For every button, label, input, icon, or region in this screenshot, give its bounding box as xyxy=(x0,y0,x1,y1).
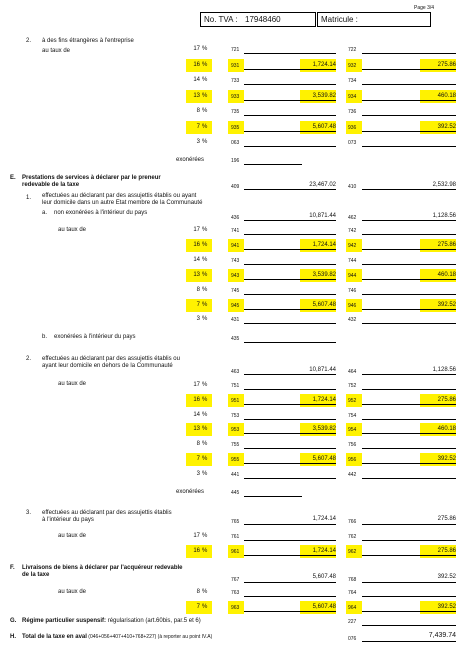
entry-line xyxy=(362,100,456,101)
box-code: 946 xyxy=(348,302,357,309)
percent-sign: % xyxy=(202,382,208,388)
percent-sign: % xyxy=(202,92,208,99)
taxable-amount: 1,724.14 xyxy=(312,396,336,403)
percent-sign: % xyxy=(202,139,208,145)
section-letter: G. xyxy=(10,618,17,624)
entry-line xyxy=(244,524,336,525)
box-code: 956 xyxy=(348,457,357,463)
box-code: 765 xyxy=(231,519,240,525)
amount-464: 1,128.56 xyxy=(432,367,456,373)
entry-line xyxy=(362,69,456,70)
percent-sign: % xyxy=(202,396,208,403)
section-f-title-2: de la taxe xyxy=(22,572,50,578)
box-code: 933 xyxy=(231,93,240,100)
box-code: 932 xyxy=(348,62,357,69)
entry-line xyxy=(244,69,336,70)
entry-line xyxy=(244,100,336,101)
matricule-box xyxy=(317,12,431,27)
tax-amount: 460.18 xyxy=(437,271,456,278)
tva-value: 17948460 xyxy=(245,15,281,24)
entry-line xyxy=(244,496,302,497)
rate-percent: 3 xyxy=(196,470,200,477)
rate-percent: 7 xyxy=(196,456,200,462)
box-code: 442 xyxy=(348,471,357,478)
section-letter: H. xyxy=(10,634,16,640)
box-code: 741 xyxy=(231,228,240,234)
box-code: 931 xyxy=(231,62,240,69)
box-code: 767 xyxy=(231,577,240,583)
taxable-amount: 1,724.14 xyxy=(312,548,336,554)
entry-line xyxy=(362,611,456,612)
box-code: 076 xyxy=(348,636,357,642)
box-code: 227 xyxy=(348,619,357,625)
entry-line xyxy=(244,279,336,280)
box-code: 955 xyxy=(231,457,240,463)
box-code: 409 xyxy=(231,184,240,190)
rate-percent: 13 xyxy=(193,271,200,278)
rate-percent: 8 xyxy=(196,589,200,595)
section-h-detail: (046+056+407+410+768+227) (à reporter au point IV.A) xyxy=(86,634,213,640)
tax-amount: 275.86 xyxy=(437,548,456,554)
entry-line xyxy=(362,115,456,116)
box-code: 752 xyxy=(348,383,357,389)
rate-percent: 8 xyxy=(196,108,200,114)
entry-line xyxy=(244,433,336,434)
box-code: 951 xyxy=(231,397,240,404)
entry-line xyxy=(362,53,456,54)
amount-436: 10,871.44 xyxy=(309,213,336,219)
entry-line xyxy=(362,596,456,597)
rate-label: au taux de xyxy=(42,48,71,54)
taxable-amount: 1,724.14 xyxy=(312,61,336,68)
percent-sign: % xyxy=(202,256,208,263)
section-g-detail: régularisation (art.60bis, par.5 et 6) xyxy=(106,618,201,624)
item-1-desc-1: effectuées au déclarant par des assujettis établis ou ayant xyxy=(42,193,197,199)
percent-sign: % xyxy=(202,46,208,52)
tax-amount: 275.86 xyxy=(437,61,456,68)
box-code: 746 xyxy=(348,287,357,294)
entry-line xyxy=(362,249,456,250)
box-code: 722 xyxy=(348,47,357,53)
box-code: 764 xyxy=(348,590,357,596)
box-code: 410 xyxy=(348,184,357,190)
rate-percent: 3 xyxy=(196,139,200,145)
section-e-title-1: Prestations de services à déclarer par le preneur xyxy=(22,175,161,181)
entry-line xyxy=(244,419,336,420)
entry-line xyxy=(362,582,456,583)
sub-b-text: exonérées à l'intérieur du pays xyxy=(54,334,136,340)
percent-sign: % xyxy=(202,548,208,554)
percent-sign: % xyxy=(202,533,208,539)
sub-letter: b. xyxy=(42,334,48,340)
entry-line xyxy=(244,264,336,265)
percent-sign: % xyxy=(202,286,208,293)
rate-percent: 8 xyxy=(196,286,200,293)
rate-percent: 7 xyxy=(196,301,200,308)
box-code: 942 xyxy=(348,242,357,249)
percent-sign: % xyxy=(202,411,208,418)
tax-amount: 460.18 xyxy=(437,426,456,433)
box-code: 934 xyxy=(348,93,357,100)
entry-line xyxy=(362,264,456,265)
entry-line xyxy=(362,389,456,390)
entry-line xyxy=(362,540,456,541)
box-code: 073 xyxy=(348,140,357,146)
amount-462: 1,128.56 xyxy=(432,213,456,219)
rate-percent: 16 xyxy=(193,548,200,554)
section-letter: F. xyxy=(10,565,15,571)
box-code: 964 xyxy=(348,605,357,611)
section-number: 2. xyxy=(26,38,32,44)
box-code: 063 xyxy=(231,140,240,146)
entry-line xyxy=(244,596,336,597)
tax-amount: 460.18 xyxy=(437,92,456,99)
box-code: 736 xyxy=(348,109,357,115)
percent-sign: % xyxy=(202,456,208,462)
box-code: 721 xyxy=(231,47,240,53)
box-code: 743 xyxy=(231,257,240,264)
entry-line xyxy=(244,189,336,190)
percent-sign: % xyxy=(202,316,208,323)
entry-line xyxy=(244,164,302,165)
entry-line xyxy=(362,524,456,525)
tax-amount: 392.52 xyxy=(437,123,456,130)
box-code: 754 xyxy=(348,412,357,419)
item-3-desc-1: effectuées au déclarant par des assujettis établis xyxy=(42,510,172,516)
entry-line xyxy=(362,279,456,280)
box-code: 435 xyxy=(231,336,240,342)
exonerated-label: exonérées xyxy=(176,489,205,495)
box-code: 936 xyxy=(348,124,357,131)
entry-line xyxy=(244,540,336,541)
box-code: 745 xyxy=(231,287,240,294)
entry-line xyxy=(362,294,456,295)
tva-label: No. TVA : xyxy=(204,15,238,24)
matricule-label: Matricule : xyxy=(321,15,358,24)
section-f-title-1: Livraisons de biens à déclarer par l'acquéreur redevable xyxy=(22,565,183,571)
entry-line xyxy=(244,220,336,221)
percent-sign: % xyxy=(202,61,208,68)
entry-line xyxy=(362,433,456,434)
rate-label: au taux de xyxy=(58,533,87,539)
rate-percent: 17 xyxy=(193,382,200,388)
percent-sign: % xyxy=(202,227,208,233)
entry-line xyxy=(244,478,336,479)
rate-percent: 14 xyxy=(193,77,200,83)
entry-line xyxy=(244,294,336,295)
entry-line xyxy=(362,189,456,190)
taxable-amount: 3,539.82 xyxy=(312,271,336,278)
box-code: 763 xyxy=(231,590,240,596)
rate-percent: 3 xyxy=(196,316,200,323)
page-number: Page 3/4 xyxy=(414,5,435,11)
entry-line xyxy=(362,404,456,405)
tva-number-box xyxy=(200,12,316,27)
taxable-amount: 1,724.14 xyxy=(312,241,336,248)
box-code: 762 xyxy=(348,534,357,540)
section-g-title: Régime particulier suspensif: xyxy=(22,618,107,624)
section-letter: E. xyxy=(10,175,16,181)
taxable-amount: 3,539.82 xyxy=(312,426,336,433)
box-code: 943 xyxy=(231,272,240,279)
taxable-amount: 5,607.48 xyxy=(312,456,336,462)
rate-percent: 16 xyxy=(193,61,200,68)
box-code: 441 xyxy=(231,471,240,478)
box-code: 963 xyxy=(231,605,240,611)
sub-a-text: non exonérées à l'intérieur du pays xyxy=(54,210,148,216)
item-number: 2. xyxy=(26,356,32,362)
entry-line xyxy=(362,419,456,420)
box-code: 944 xyxy=(348,272,357,279)
amount-767: 5,607.48 xyxy=(312,574,336,580)
rate-label: au taux de xyxy=(58,381,87,387)
entry-line xyxy=(362,463,456,464)
rate-percent: 16 xyxy=(193,396,200,403)
box-code: 753 xyxy=(231,412,240,419)
entry-line xyxy=(244,53,336,54)
tax-amount: 392.52 xyxy=(437,301,456,308)
percent-sign: % xyxy=(202,77,208,83)
box-code: 196 xyxy=(231,158,240,164)
entry-line xyxy=(362,220,456,221)
total-tax-amount: 7,439.74 xyxy=(428,632,456,639)
box-code: 463 xyxy=(231,369,240,375)
rate-percent: 14 xyxy=(193,411,200,418)
section-2-title: à des fins étrangères à l'entreprise xyxy=(42,38,134,44)
box-code: 431 xyxy=(231,317,240,324)
entry-line xyxy=(244,309,336,310)
entry-line xyxy=(362,555,456,556)
rate-percent: 8 xyxy=(196,441,200,448)
rate-percent: 14 xyxy=(193,256,200,263)
box-code: 735 xyxy=(231,109,240,115)
box-code: 945 xyxy=(231,302,240,309)
rate-label: au taux de xyxy=(58,227,87,233)
entry-line xyxy=(362,146,456,147)
rate-percent: 16 xyxy=(193,241,200,248)
box-code: 768 xyxy=(348,577,357,583)
section-g-text xyxy=(22,618,201,625)
entry-line xyxy=(244,115,336,116)
rate-percent: 13 xyxy=(193,426,200,433)
amount-409: 23,467.02 xyxy=(309,182,336,188)
box-code: 734 xyxy=(348,78,357,84)
entry-line xyxy=(362,448,456,449)
box-code: 744 xyxy=(348,257,357,264)
amount-410: 2,532.98 xyxy=(432,182,456,188)
entry-line xyxy=(244,323,336,324)
box-code: 761 xyxy=(231,534,240,540)
box-code: 953 xyxy=(231,427,240,434)
percent-sign: % xyxy=(202,271,208,278)
percent-sign: % xyxy=(202,108,208,114)
box-code: 464 xyxy=(348,369,357,375)
percent-sign: % xyxy=(202,241,208,248)
percent-sign: % xyxy=(202,604,208,610)
entry-line xyxy=(244,374,336,375)
box-code: 962 xyxy=(348,549,357,555)
percent-sign: % xyxy=(202,441,208,448)
item-1-desc-2: leur domicile dans un autre Etat membre de la Communauté xyxy=(42,200,203,206)
rate-percent: 13 xyxy=(193,92,200,99)
percent-sign: % xyxy=(202,470,208,477)
entry-line xyxy=(244,555,336,556)
rate-percent: 17 xyxy=(193,227,200,233)
entry-line xyxy=(362,641,456,642)
rate-percent: 17 xyxy=(193,533,200,539)
box-code: 742 xyxy=(348,228,357,234)
box-code: 432 xyxy=(348,317,357,324)
percent-sign: % xyxy=(202,426,208,433)
entry-line xyxy=(244,342,336,343)
entry-line xyxy=(244,448,336,449)
amount-768: 392.52 xyxy=(437,574,456,580)
box-code: 961 xyxy=(231,549,240,555)
entry-line xyxy=(362,234,456,235)
taxable-amount: 5,607.48 xyxy=(312,123,336,130)
percent-sign: % xyxy=(202,123,208,130)
box-code: 462 xyxy=(348,215,357,221)
taxable-amount: 3,539.82 xyxy=(312,92,336,99)
tax-amount: 392.52 xyxy=(437,604,456,610)
box-code: 751 xyxy=(231,383,240,389)
entry-line xyxy=(244,404,336,405)
box-code: 954 xyxy=(348,427,357,434)
box-code: 756 xyxy=(348,442,357,449)
rate-percent: 7 xyxy=(196,604,200,610)
entry-line xyxy=(362,323,456,324)
tax-amount: 275.86 xyxy=(437,396,456,403)
box-code: 935 xyxy=(231,124,240,131)
box-code: 755 xyxy=(231,442,240,449)
entry-line xyxy=(244,146,336,147)
entry-line xyxy=(362,84,456,85)
box-code: 445 xyxy=(231,490,240,496)
box-code: 436 xyxy=(231,215,240,221)
rate-percent: 17 xyxy=(193,46,200,52)
entry-line xyxy=(244,234,336,235)
section-h-title: Total de la taxe en aval xyxy=(22,634,87,640)
item-2-desc-1: effectuées au déclarant par des assujettis établis ou xyxy=(42,356,180,362)
taxable-amount: 5,607.48 xyxy=(312,604,336,610)
box-code: 941 xyxy=(231,242,240,249)
sub-letter: a. xyxy=(42,210,48,216)
entry-line xyxy=(362,131,456,132)
box-code: 952 xyxy=(348,397,357,404)
amount-765: 1,724.14 xyxy=(312,516,336,522)
tax-amount: 275.86 xyxy=(437,241,456,248)
item-number: 1. xyxy=(26,195,32,201)
item-number: 3. xyxy=(26,510,32,516)
entry-line xyxy=(244,582,336,583)
box-code: 766 xyxy=(348,519,357,525)
entry-line xyxy=(244,611,336,612)
item-2-desc-2: ayant leur domicile en dehors de la Communauté xyxy=(42,363,173,369)
entry-line xyxy=(244,389,336,390)
entry-line xyxy=(362,625,456,626)
rate-percent: 7 xyxy=(196,123,200,130)
entry-line xyxy=(244,131,336,132)
taxable-amount: 5,607.48 xyxy=(312,301,336,308)
amount-766: 275.86 xyxy=(437,516,456,522)
amount-463: 10,871.44 xyxy=(309,367,336,373)
box-code: 733 xyxy=(231,78,240,84)
entry-line xyxy=(244,463,336,464)
percent-sign: % xyxy=(202,301,208,308)
tax-amount: 392.52 xyxy=(437,456,456,462)
rate-label: au taux de xyxy=(58,589,87,595)
percent-sign: % xyxy=(202,589,208,595)
exonerated-label: exonérées xyxy=(176,157,205,163)
item-3-desc-2: à l'intérieur du pays xyxy=(42,517,94,523)
section-h-text xyxy=(22,634,212,641)
entry-line xyxy=(362,374,456,375)
entry-line xyxy=(244,84,336,85)
entry-line xyxy=(244,249,336,250)
entry-line xyxy=(362,478,456,479)
entry-line xyxy=(362,309,456,310)
section-e-title-2: redevable de la taxe xyxy=(22,182,80,188)
